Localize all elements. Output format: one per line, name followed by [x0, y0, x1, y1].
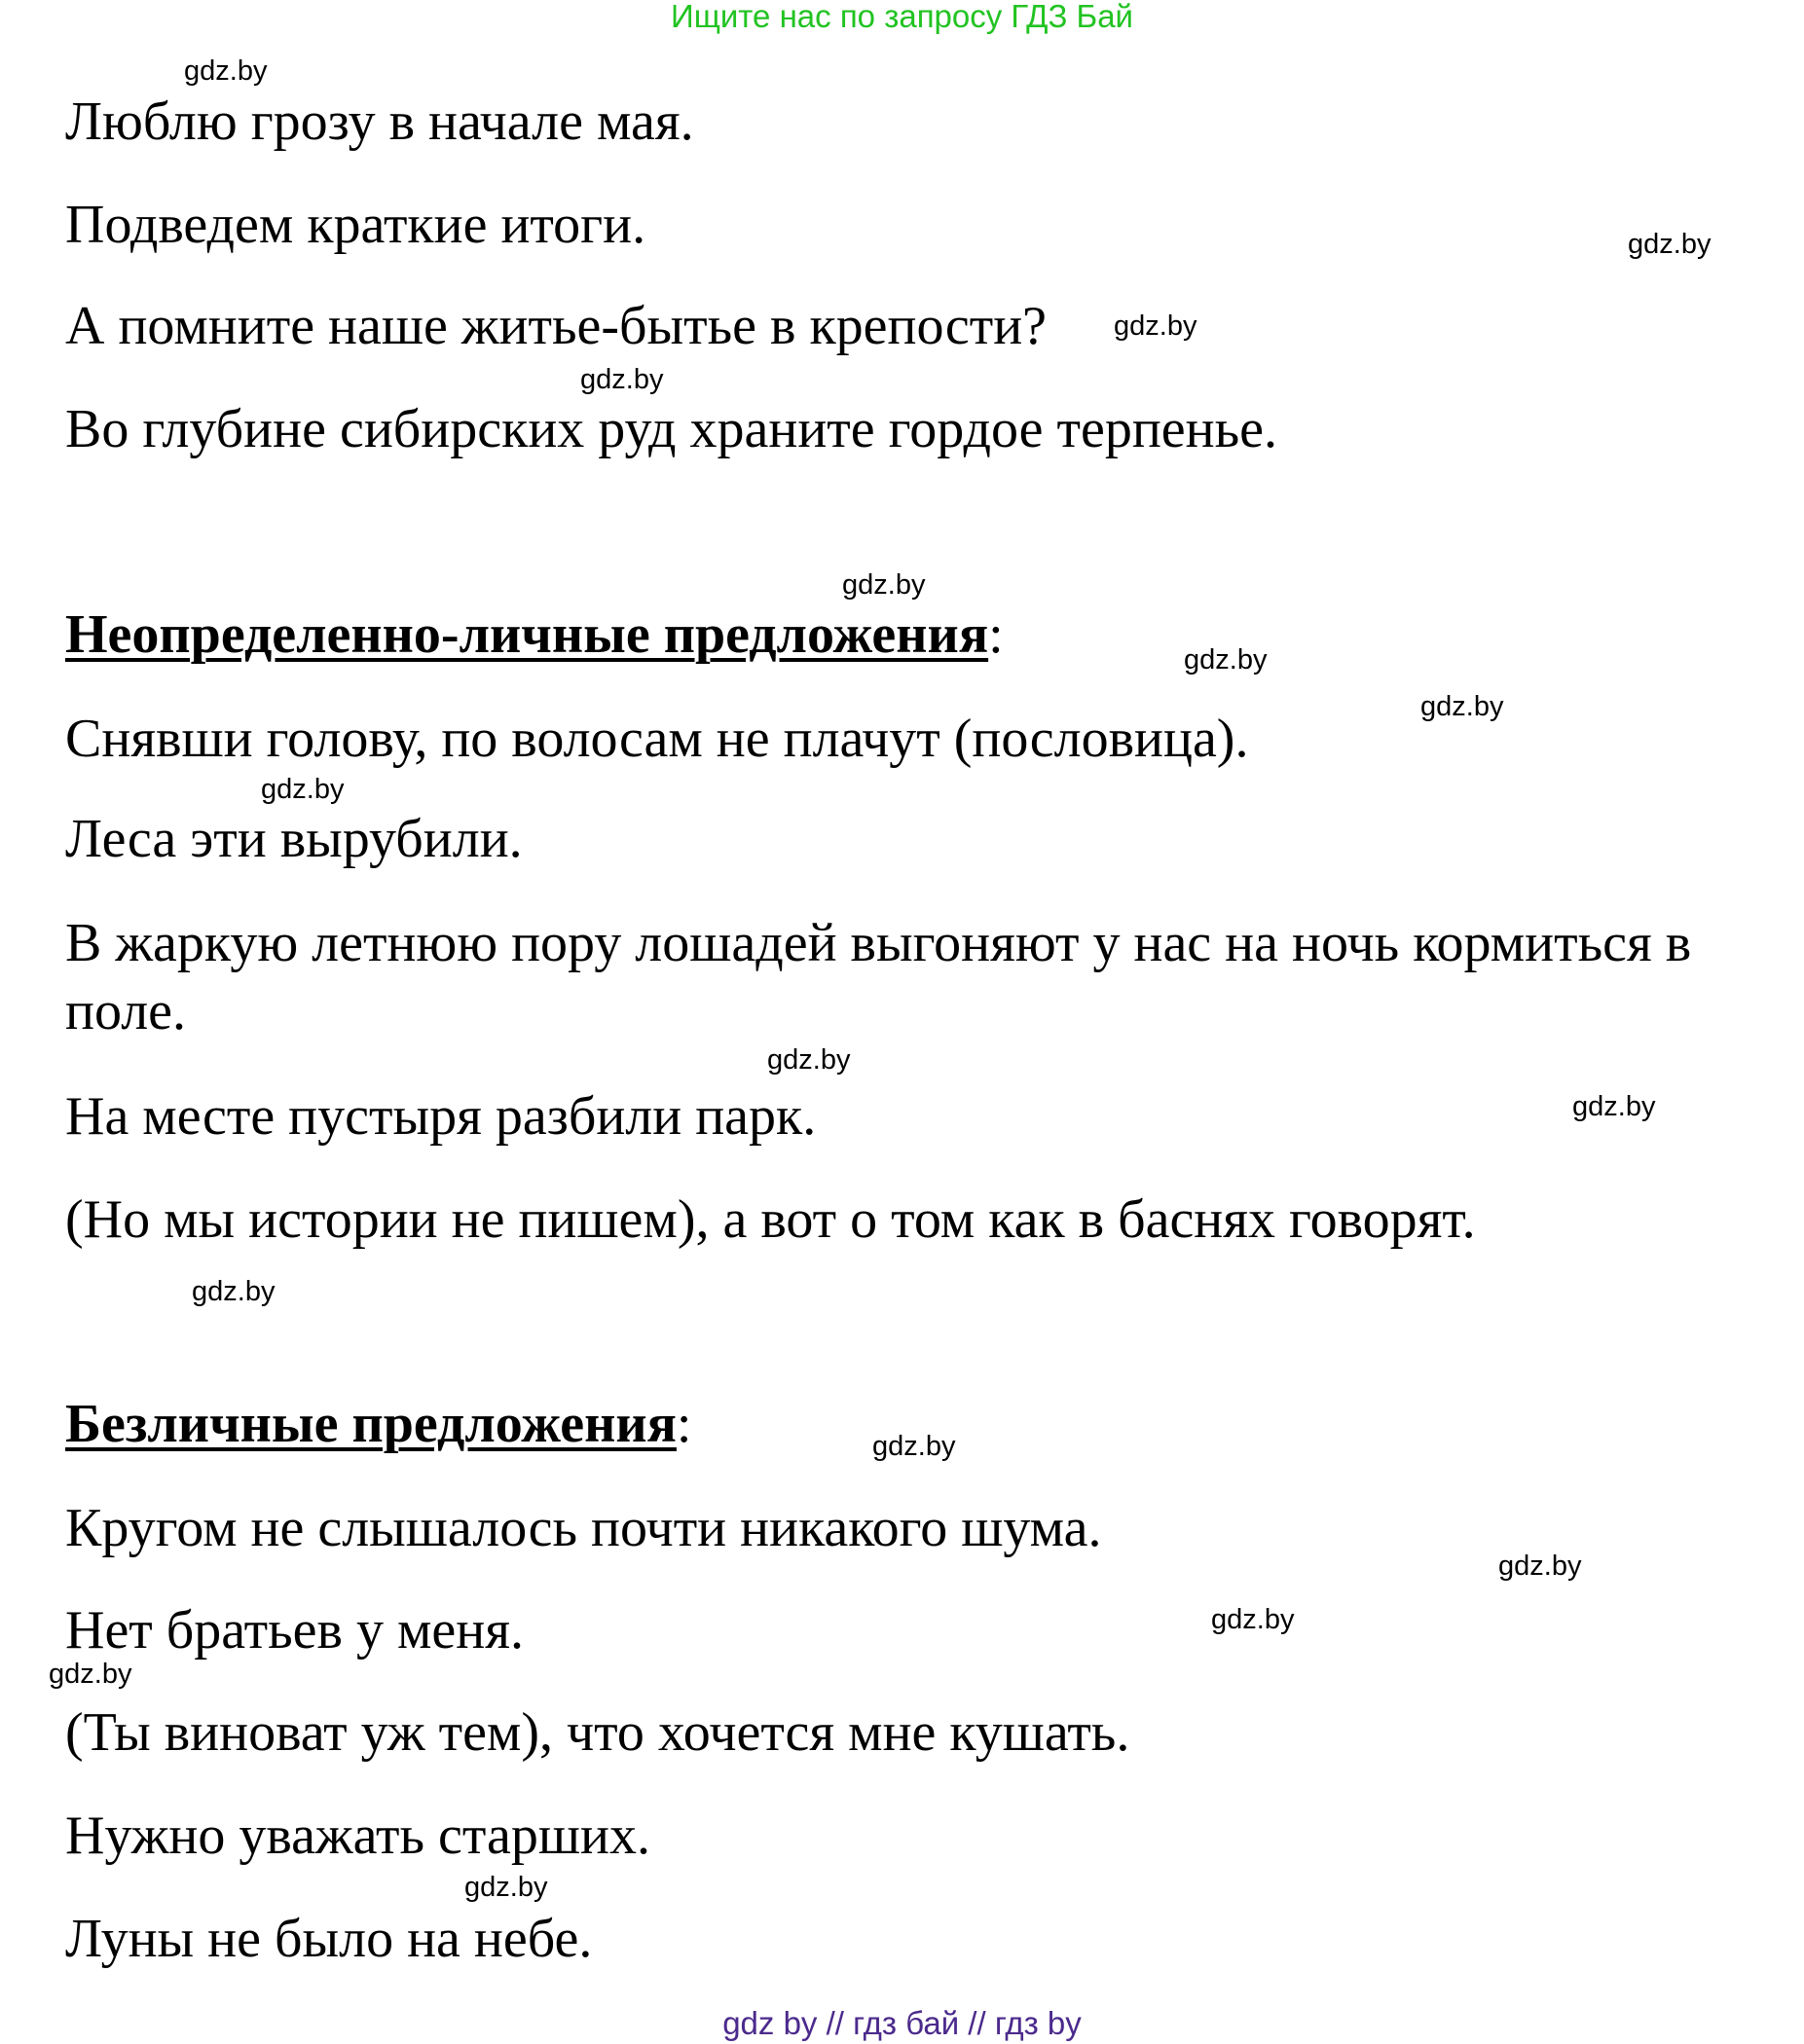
watermark: gdz.by	[1211, 1604, 1295, 1635]
sentence-line: (Ты виноват уж тем), что хочется мне кушать.	[65, 1702, 1130, 1763]
watermark: gdz.by	[842, 569, 926, 601]
watermark: gdz.by	[580, 364, 664, 395]
sentence-line: Леса эти вырубили.	[65, 809, 523, 869]
sentence-line: Нет братьев у меня.	[65, 1600, 524, 1661]
sentence-line: На месте пустыря разбили парк.	[65, 1086, 817, 1147]
watermark: gdz.by	[1184, 644, 1268, 675]
watermark: gdz.by	[1572, 1091, 1656, 1122]
sentence-line: Снявши голову, по волосам не плачут (пословица).	[65, 709, 1249, 769]
footer-links: gdz by // гдз бай // гдз by	[722, 2005, 1082, 2041]
heading-colon: :	[988, 604, 1004, 665]
sentence-line: Люблю грозу в начале мая.	[65, 91, 694, 152]
watermark: gdz.by	[1498, 1551, 1582, 1582]
sentence-line: Кругом не слышалось почти никакого шума.	[65, 1498, 1102, 1558]
watermark: gdz.by	[1420, 691, 1504, 722]
section-heading-impersonal	[65, 1390, 691, 1458]
watermark: gdz.by	[261, 774, 345, 805]
sentence-line: Подведем краткие итоги.	[65, 195, 646, 255]
watermark: gdz.by	[1628, 229, 1712, 260]
watermark: gdz.by	[464, 1872, 548, 1903]
sentence-line: Луны не было на небе.	[65, 1909, 593, 1969]
watermark: gdz.by	[192, 1276, 276, 1307]
heading-text: Неопределенно-личные предложения	[65, 604, 989, 665]
watermark: gdz.by	[184, 55, 268, 87]
heading-text: Безличные предложения	[65, 1394, 677, 1454]
sentence-line: Во глубине сибирских руд храните гордое терпенье.	[65, 399, 1278, 459]
watermark: gdz.by	[49, 1659, 132, 1690]
sentence-line: (Но мы истории не пишем), а вот о том как в баснях говорят.	[65, 1189, 1476, 1250]
watermark: gdz.by	[767, 1044, 851, 1076]
section-heading-indefinite-personal	[65, 601, 1004, 669]
search-banner: Ищите нас по запросу ГДЗ Бай	[671, 0, 1133, 34]
sentence-line: Нужно уважать старших.	[65, 1806, 650, 1866]
watermark: gdz.by	[1114, 310, 1197, 342]
watermark: gdz.by	[872, 1431, 956, 1462]
sentence-line: В жаркую летнюю пору лошадей выгоняют у нас на ночь кормиться в поле.	[65, 913, 1692, 1041]
heading-colon: :	[676, 1394, 692, 1454]
sentence-line: А помните наше житье-бытье в крепости?	[65, 296, 1048, 356]
